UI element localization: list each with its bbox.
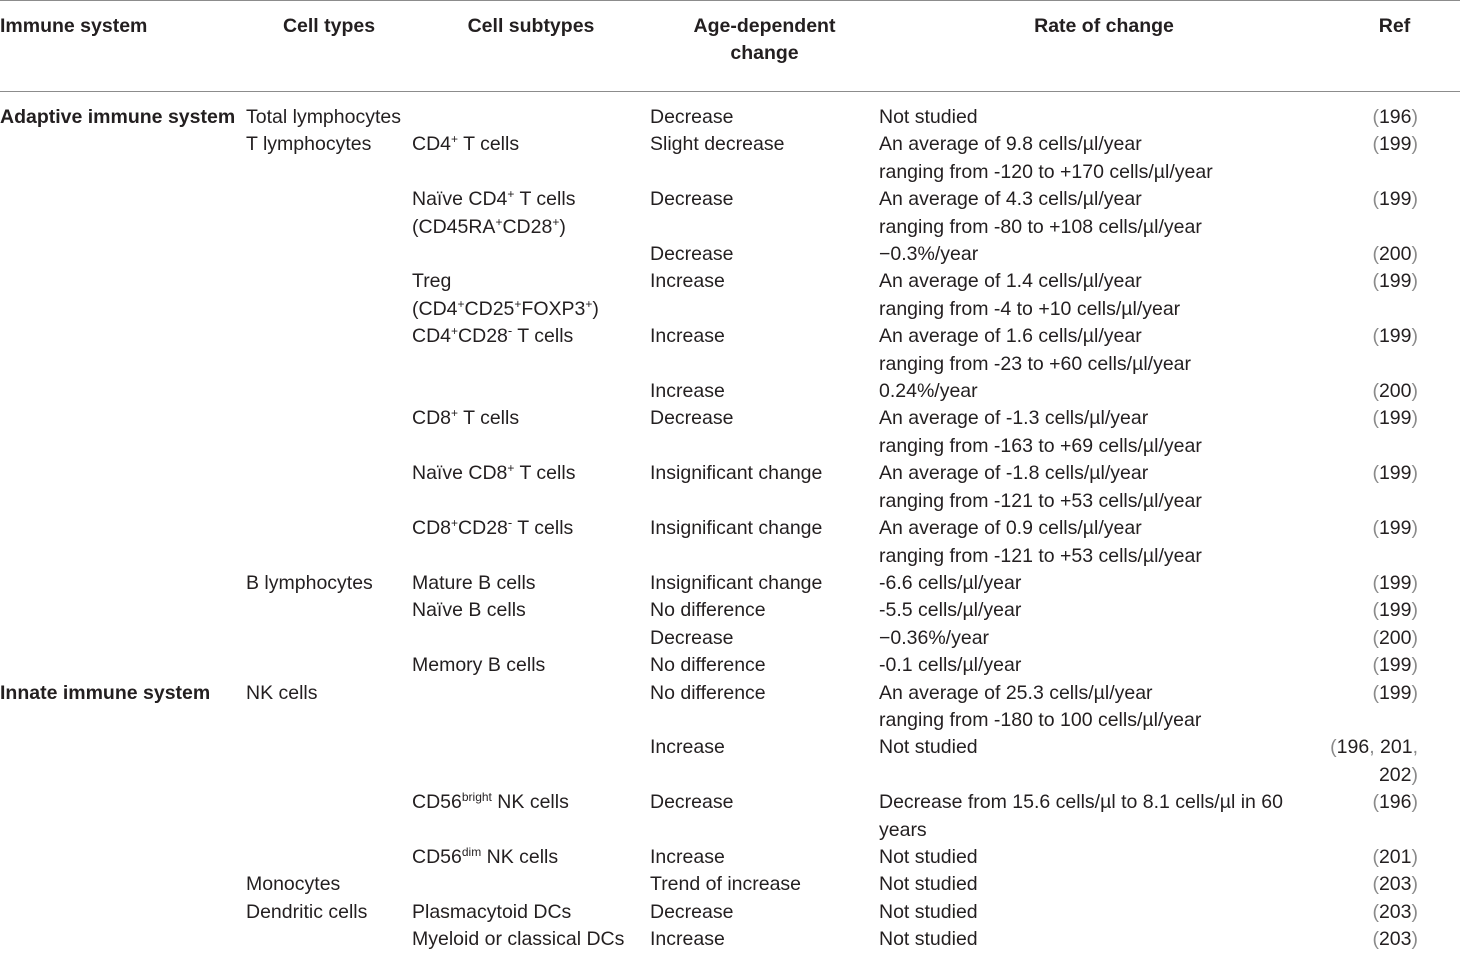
cell-rate: Not studied xyxy=(879,106,978,128)
cell-subtype: CD4+ T cells xyxy=(412,132,520,156)
cell-subtype: $CD56^{bright}$ NK cells xyxy=(412,790,569,814)
table-row xyxy=(0,652,1460,679)
cell-age-change: Increase xyxy=(650,270,725,293)
cell-rate: -0.1 cells/µl/year xyxy=(879,654,1022,677)
table-row xyxy=(0,680,1460,735)
cell-ref: (203) xyxy=(1372,900,1418,923)
cell-subtype: Naïve B cells xyxy=(412,599,526,622)
cell-ref: (199) xyxy=(1372,407,1418,430)
cell-subtype: Memory B cells xyxy=(412,654,546,677)
cell-ref: (199) xyxy=(1372,599,1418,622)
cell-age-change: Decrease xyxy=(650,791,734,814)
ref-link[interactable]: 203 xyxy=(1378,873,1412,896)
header-ref: Ref xyxy=(1329,1,1460,92)
cell-rate: -5.5 cells/µl/year xyxy=(879,599,1022,622)
header-immune-system: Immune system xyxy=(0,1,246,92)
table-row xyxy=(0,926,1460,953)
table-row xyxy=(0,899,1460,926)
cell-rate: Not studied xyxy=(879,900,978,923)
cell-age-change: Increase xyxy=(650,928,725,951)
table-row xyxy=(0,323,1460,378)
cell-rate: 0.24%/year xyxy=(879,380,978,403)
cell-ref: (196) xyxy=(1372,791,1418,814)
cell-age-change: No difference xyxy=(650,681,766,704)
cell-ref: (199) xyxy=(1372,654,1418,677)
header-age-change-l1: Age-dependent xyxy=(693,15,836,37)
ref-link[interactable]: 203 xyxy=(1378,928,1412,951)
cell-rate: An average of -1.8 cells/µl/year ranging from -121 to +53 cells/µl/year xyxy=(879,462,1202,512)
cell-subtype: Plasmacytoid DCs xyxy=(412,900,572,923)
table-row xyxy=(0,625,1460,652)
ref-link[interactable]: 196 xyxy=(1378,106,1412,128)
cell-age-change: Increase xyxy=(650,380,725,403)
cell-rate: An average of 0.9 cells/µl/year ranging from -121 to +53 cells/µl/year xyxy=(879,517,1202,567)
table-row xyxy=(0,378,1460,405)
cell-rate: An average of 25.3 cells/µl/year ranging from -180 to 100 cells/µl/year xyxy=(879,681,1202,731)
cell-ref: (199) xyxy=(1372,325,1418,348)
ref-link[interactable]: 199 xyxy=(1378,462,1412,485)
header-age-change xyxy=(650,1,879,92)
cell-subtype: Naïve CD8+ T cells xyxy=(412,461,576,485)
header-rate: Rate of change xyxy=(879,1,1329,92)
table-row xyxy=(0,268,1460,323)
cell-ref: (199) xyxy=(1372,133,1418,156)
cell-subtype: CD8+CD28- T cells xyxy=(412,515,574,540)
cell-ref: (200) xyxy=(1372,243,1418,266)
cell-age-change: Increase xyxy=(650,736,725,759)
header-row xyxy=(0,1,1460,92)
cell-age-change: Decrease xyxy=(650,407,734,430)
header-cell-subtypes: Cell subtypes xyxy=(412,1,650,92)
cell-ref: (196, 201, 202) xyxy=(1330,736,1418,786)
table-row xyxy=(0,241,1460,268)
cell-age-change: Trend of increase xyxy=(650,873,802,896)
table-row xyxy=(0,597,1460,624)
table-row xyxy=(0,460,1460,515)
header-cell-types: Cell types xyxy=(246,1,412,92)
cell-age-change: Insignificant change xyxy=(650,517,823,540)
table-row xyxy=(0,844,1460,871)
cell-system: Adaptive immune system xyxy=(0,106,236,128)
ref-link[interactable]: 200 xyxy=(1378,626,1412,649)
ref-link[interactable]: 199 xyxy=(1378,681,1412,704)
cell-rate: An average of 1.4 cells/µl/year ranging from -4 to +10 cells/µl/year xyxy=(879,270,1181,320)
cell-age-change: No difference xyxy=(650,599,766,622)
cell-age-change: Decrease xyxy=(650,900,734,923)
cell-age-change: Insignificant change xyxy=(650,571,823,594)
cell-ref: (196) xyxy=(1372,106,1418,128)
ref-link[interactable]: 199 xyxy=(1378,599,1412,622)
cell-type: Dendritic cells xyxy=(246,900,368,923)
table-row xyxy=(0,186,1460,241)
cell-subtype xyxy=(412,92,650,132)
ref-link[interactable]: 203 xyxy=(1378,900,1412,923)
cell-ref: (199) xyxy=(1372,681,1418,704)
cell-rate: Not studied xyxy=(879,873,978,896)
cell-age-change: Decrease xyxy=(650,626,734,649)
ref-link[interactable]: 199 xyxy=(1378,325,1412,348)
cell-subtype: Treg (CD4+CD25+FOXP3+) xyxy=(412,270,599,320)
cell-subtype: Naïve CD4+ T cells (CD45RA+CD28+) xyxy=(412,187,576,238)
ref-link[interactable]: 201 xyxy=(1380,736,1413,759)
cell-subtype: Myeloid or classical DCs xyxy=(412,928,625,951)
table-row xyxy=(0,734,1460,789)
cell-system: Innate immune system xyxy=(0,681,211,704)
cell-ref: (203) xyxy=(1372,928,1418,951)
cell-rate: An average of 9.8 cells/µl/year ranging from -120 to +170 cells/µl/year xyxy=(879,133,1213,183)
cell-subtype: CD8+ T cells xyxy=(412,406,520,430)
cell-rate: −0.3%/year xyxy=(879,243,979,266)
cell-rate: -6.6 cells/µl/year xyxy=(879,571,1022,594)
cell-subtype: Mature B cells xyxy=(412,571,536,594)
ref-link[interactable]: 202 xyxy=(1378,763,1412,786)
cell-age-change: Slight decrease xyxy=(650,133,785,156)
ref-link[interactable]: 199 xyxy=(1378,654,1412,677)
table-row xyxy=(0,92,1460,132)
cell-rate: Decrease from 15.6 cells/µl to 8.1 cells/µl in 60 years xyxy=(879,791,1283,841)
cell-ref: (199) xyxy=(1372,571,1418,594)
cell-age-change: Decrease xyxy=(650,243,734,266)
cell-age-change: No difference xyxy=(650,654,766,677)
ref-link[interactable]: 199 xyxy=(1378,407,1412,430)
cell-type: NK cells xyxy=(246,681,318,704)
table-row xyxy=(0,570,1460,597)
cell-rate: Not studied xyxy=(879,928,978,951)
table-row xyxy=(0,871,1460,898)
cell-rate: Not studied xyxy=(879,845,978,868)
cell-age-change: Increase xyxy=(650,845,725,868)
cell-ref: (199) xyxy=(1372,517,1418,540)
header-age-change-l2: change xyxy=(730,42,799,64)
ref-link[interactable]: 200 xyxy=(1378,380,1412,403)
cell-rate: An average of 1.6 cells/µl/year ranging from -23 to +60 cells/µl/year xyxy=(879,325,1192,375)
cell-subtype: CD4+CD28- T cells xyxy=(412,323,574,348)
ref-link[interactable]: 200 xyxy=(1378,243,1412,266)
cell-rate: An average of -1.3 cells/µl/year ranging from -163 to +69 cells/µl/year xyxy=(879,407,1202,457)
cell-type: Monocytes xyxy=(246,873,341,896)
cell-ref: (199) xyxy=(1372,270,1418,293)
ref-link[interactable]: 196 xyxy=(1378,791,1412,814)
ref-link[interactable]: 199 xyxy=(1378,571,1412,594)
ref-link[interactable]: 199 xyxy=(1378,517,1412,540)
cell-ref: (200) xyxy=(1372,626,1418,649)
ref-link[interactable]: 196 xyxy=(1336,736,1370,759)
cell-ref: (199) xyxy=(1372,462,1418,485)
cell-age-change: Increase xyxy=(650,325,725,348)
cell-type: B lymphocytes xyxy=(246,571,373,594)
cell-age-change: Decrease xyxy=(650,188,734,211)
cell-ref: (201) xyxy=(1372,845,1418,868)
ref-link[interactable]: 199 xyxy=(1378,188,1412,211)
table-row xyxy=(0,131,1460,186)
cell-age-change: Insignificant change xyxy=(650,462,823,485)
cell-ref: (203) xyxy=(1372,873,1418,896)
cell-type: T lymphocytes xyxy=(246,133,372,156)
cell-type: Total lymphocytes xyxy=(246,106,401,128)
cell-age-change: Decrease xyxy=(650,106,734,128)
cell-rate: −0.36%/year xyxy=(879,626,990,649)
ref-link[interactable]: 199 xyxy=(1378,133,1412,156)
cell-ref: (199) xyxy=(1372,188,1418,211)
cell-rate: An average of 4.3 cells/µl/year ranging from -80 to +108 cells/µl/year xyxy=(879,188,1202,238)
ref-link[interactable]: 201 xyxy=(1378,845,1412,868)
cell-rate: Not studied xyxy=(879,736,978,759)
ref-link[interactable]: 199 xyxy=(1378,270,1412,293)
cell-subtype: $CD56^{dim}$ NK cells xyxy=(412,844,559,868)
table-row xyxy=(0,789,1460,844)
table-row xyxy=(0,515,1460,570)
cell-ref: (200) xyxy=(1372,380,1418,403)
table-row xyxy=(0,405,1460,460)
